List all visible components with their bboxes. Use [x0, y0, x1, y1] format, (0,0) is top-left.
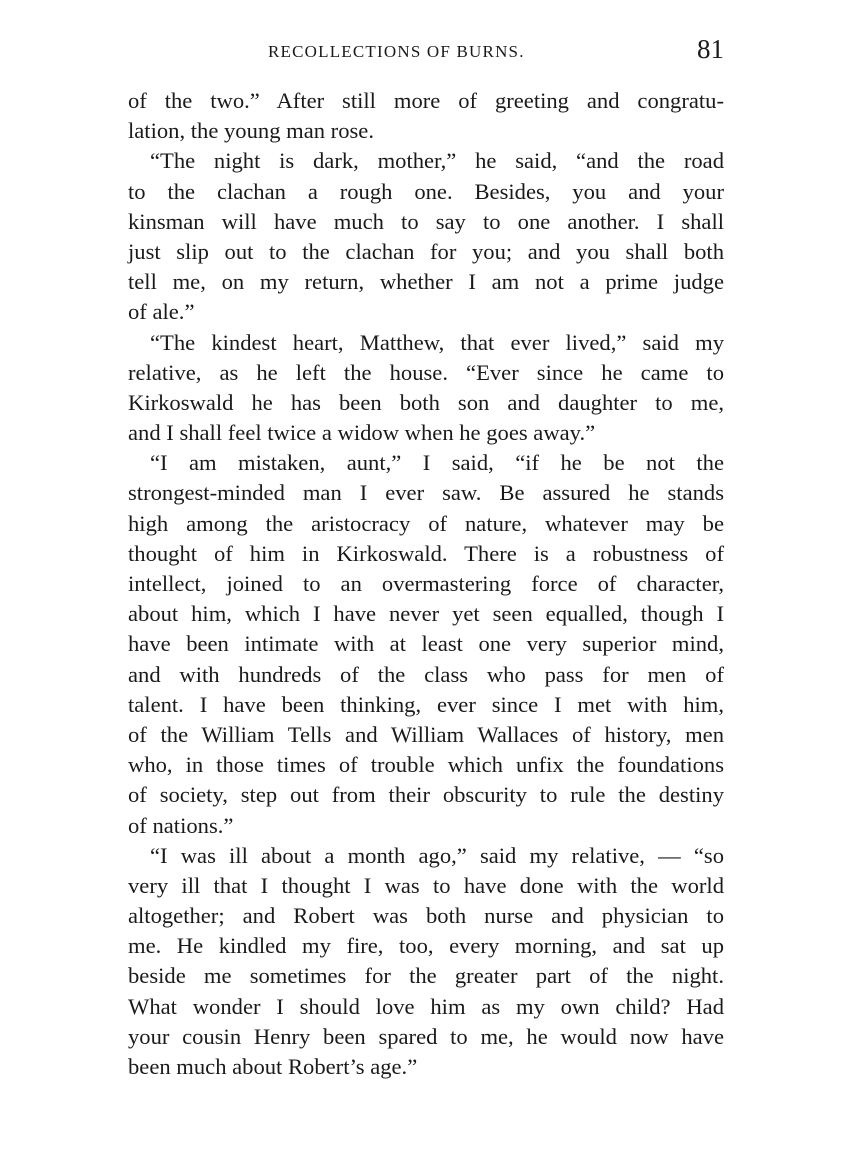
text-line: me. He kindled my fire, too, every morning, and sat up — [128, 933, 724, 959]
text-line: high among the aristocracy of nature, whatever may be — [128, 510, 724, 536]
page-number: 81 — [697, 34, 724, 64]
text-line: to the clachan a rough one. Besides, you and your — [128, 178, 724, 204]
text-line: “The night is dark, mother,” he said, “and the road — [150, 148, 724, 174]
text-line: altogether; and Robert was both nurse and physician to — [128, 903, 724, 929]
text-line: “I am mistaken, aunt,” I said, “if he be not the — [150, 450, 724, 476]
text-line: of nations.” — [128, 812, 234, 838]
text-line: lation, the young man rose. — [128, 118, 374, 144]
text-line: intellect, joined to an overmastering force of character, — [128, 571, 724, 596]
text-line: kinsman will have much to say to one another. I shall — [128, 208, 724, 234]
text-line: about him, which I have never yet seen equalled, though I — [128, 601, 724, 627]
text-line: who, in those times of trouble which unfix the foundations — [128, 752, 724, 778]
text-line: just slip out to the clachan for you; and you shall both — [128, 238, 724, 264]
text-line: very ill that I thought I was to have done with the world — [128, 872, 724, 898]
text-line: your cousin Henry been spared to me, he would now have — [128, 1023, 724, 1049]
running-head — [128, 36, 724, 76]
text-line: beside me sometimes for the greater part of the night. — [128, 963, 724, 989]
text-line: and I shall feel twice a widow when he goes away.” — [128, 420, 596, 446]
text-line: of the William Tells and William Wallaces of history, men — [128, 721, 724, 747]
text-line: been much about Robert’s age.” — [128, 1054, 418, 1079]
body-text — [128, 86, 724, 1082]
text-line: tell me, on my return, whether I am not a prime judge — [128, 269, 724, 295]
text-line: thought of him in Kirkoswald. There is a robustness of — [128, 540, 724, 566]
text-line: of ale.” — [128, 299, 195, 325]
text-line: and with hundreds of the class who pass for men of — [128, 661, 724, 687]
text-line: Kirkoswald he has been both son and daughter to me, — [128, 389, 724, 415]
text-line: relative, as he left the house. “Ever since he came to — [128, 359, 724, 385]
text-line: of society, step out from their obscurity to rule the destiny — [128, 782, 724, 808]
text-line: of the two.” After still more of greeting and congratu- — [128, 88, 724, 113]
text-line: What wonder I should love him as my own child? Had — [128, 993, 724, 1019]
text-line: talent. I have been thinking, ever since I met with him, — [128, 691, 724, 717]
running-title: RECOLLECTIONS OF BURNS. — [268, 42, 525, 61]
text-line: strongest-minded man I ever saw. Be assured he stands — [128, 480, 724, 506]
text-line: “The kindest heart, Matthew, that ever lived,” said my — [150, 329, 724, 355]
text-line: have been intimate with at least one very superior mind, — [128, 631, 724, 657]
text-line: “I was ill about a month ago,” said my relative, — “so — [150, 842, 724, 868]
